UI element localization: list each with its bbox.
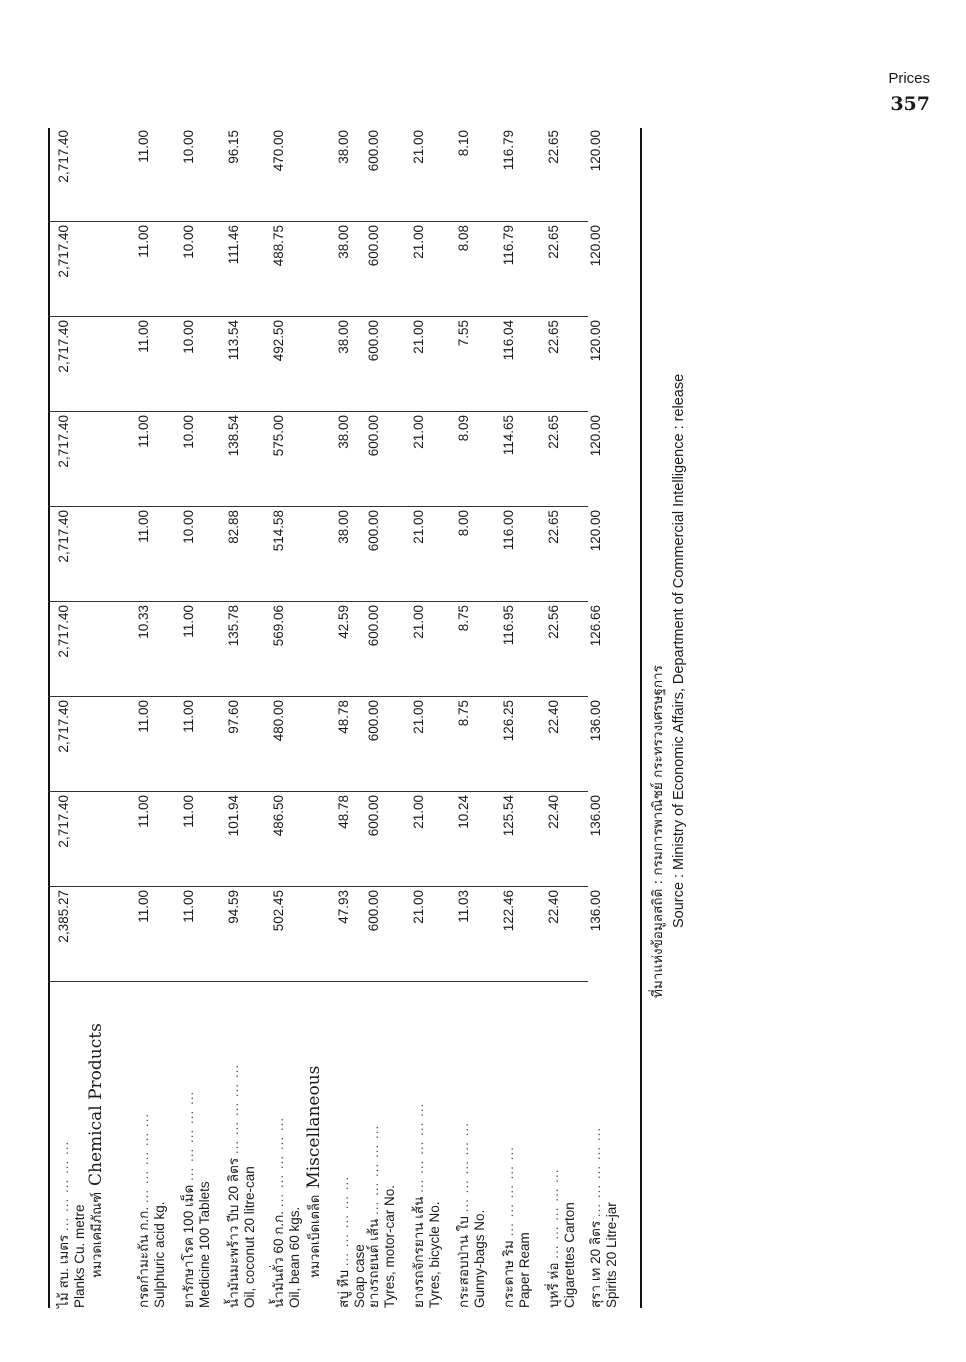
category-thai: หมวดเบ็ดเตล็ด	[308, 1194, 323, 1278]
price-cell: 470.00	[271, 130, 286, 172]
price-cell: 11.00	[136, 890, 151, 923]
column-rule	[48, 221, 588, 222]
price-cell: 135.78	[226, 605, 241, 647]
price-cell: 2,717.40	[56, 415, 71, 468]
price-cell: 22.65	[546, 320, 561, 354]
price-cell: 575.00	[271, 415, 286, 457]
item-label-english: Medicine 100 Tablets	[197, 1181, 212, 1308]
price-cell: 22.40	[546, 795, 561, 829]
price-cell: 2,717.40	[56, 225, 71, 278]
price-cell: 2,717.40	[56, 320, 71, 373]
leader-dots: ... ... ... ... ...	[181, 1090, 196, 1182]
rotated-price-table	[48, 128, 688, 1308]
item-label-thai: สบู่ หีบ ... ... ... ... ...	[336, 1175, 351, 1308]
price-cell: 116.04	[501, 320, 516, 361]
price-cell: 21.00	[411, 890, 426, 924]
price-cell: 120.00	[588, 320, 603, 362]
price-cell: 101.94	[226, 795, 241, 837]
price-cell: 600.00	[366, 130, 381, 172]
column-rule	[48, 601, 588, 602]
item-label-english: Tyres, bicycle No.	[427, 1201, 442, 1308]
source-thai: ที่มาแห่งข้อมูลสถิติ : กรมการพาณิชย์ กระทรวงเศรษฐการ	[650, 665, 666, 998]
price-cell: 22.40	[546, 700, 561, 734]
item-label-thai: กระสอบป่าน ใบ ... ... ... ... ...	[456, 1122, 471, 1308]
price-cell: 116.79	[501, 130, 516, 171]
price-cell: 2,717.40	[56, 795, 71, 848]
price-cell: 2,717.40	[56, 130, 71, 183]
price-cell: 113.54	[226, 320, 241, 361]
price-cell: 22.65	[546, 415, 561, 449]
price-cell: 125.54	[501, 795, 516, 837]
price-cell: 600.00	[366, 605, 381, 647]
price-cell: 38.00	[336, 130, 351, 164]
source-note	[648, 138, 690, 998]
price-cell: 38.00	[336, 510, 351, 544]
price-cell: 514.58	[271, 510, 286, 552]
price-cell: 600.00	[366, 700, 381, 742]
price-cell: 11.00	[136, 510, 151, 543]
price-cell: 7.55	[456, 320, 471, 347]
item-label-english: Tyres, motor-car No.	[382, 1184, 397, 1308]
item-label-english: Planks Cu. metre	[72, 1204, 87, 1308]
price-cell: 120.00	[588, 510, 603, 552]
running-head: Prices	[888, 70, 930, 87]
price-cell: 569.06	[271, 605, 286, 647]
category-heading	[306, 948, 324, 1278]
price-cell: 10.24	[456, 795, 471, 829]
price-cell: 11.00	[181, 605, 196, 638]
column-rule	[48, 886, 588, 887]
item-label-english: Oil, coconut 20 litre-can	[242, 1166, 257, 1308]
price-cell: 486.50	[271, 795, 286, 837]
leader-dots: ... ... ... ... ...	[271, 1116, 286, 1208]
price-cell: 116.79	[501, 225, 516, 266]
price-cell: 94.59	[226, 890, 241, 924]
leader-dots: ... ... ... ... ...	[411, 1102, 426, 1193]
price-cell: 38.00	[336, 415, 351, 449]
price-cell: 22.65	[546, 225, 561, 259]
table-top-rule	[48, 128, 50, 1308]
leader-dots: ... ... ... ... ...	[136, 1112, 151, 1204]
price-cell: 21.00	[411, 225, 426, 259]
category-thai: หมวดเคมีภัณฑ์	[90, 1191, 105, 1278]
price-cell: 8.75	[456, 605, 471, 632]
column-rule	[48, 316, 588, 317]
price-cell: 120.00	[588, 225, 603, 267]
price-cell: 21.00	[411, 795, 426, 829]
price-cell: 11.00	[136, 225, 151, 258]
leader-dots: ... ... ... ... ...	[501, 1146, 516, 1237]
price-table	[48, 128, 688, 1308]
price-cell: 2,717.40	[56, 510, 71, 563]
price-cell: 21.00	[411, 510, 426, 544]
price-cell: 21.00	[411, 320, 426, 354]
price-cell: 22.40	[546, 890, 561, 924]
price-cell: 126.25	[501, 700, 516, 742]
item-label-english: Sulphuric acid kg.	[152, 1201, 167, 1308]
price-cell: 11.00	[181, 700, 196, 733]
price-cell: 11.03	[456, 890, 471, 923]
price-cell: 126.66	[588, 605, 603, 647]
price-cell: 122.46	[501, 890, 516, 932]
item-label-thai: บุหรี่ ห่อ ... ... ... ... ...	[546, 1168, 561, 1308]
price-cell: 600.00	[366, 225, 381, 267]
price-cell: 22.56	[546, 605, 561, 639]
price-cell: 8.00	[456, 510, 471, 537]
price-cell: 120.00	[588, 415, 603, 457]
price-cell: 111.46	[226, 225, 241, 265]
item-label-english: Spirits 20 Litre-jar	[604, 1202, 619, 1308]
price-cell: 136.00	[588, 890, 603, 932]
price-cell: 600.00	[366, 890, 381, 932]
category-english: Miscellaneous	[304, 1065, 324, 1189]
column-rule	[48, 791, 588, 792]
price-cell: 82.88	[226, 510, 241, 544]
item-label-english: Oil, bean 60 kgs.	[287, 1206, 302, 1308]
price-cell: 22.65	[546, 510, 561, 544]
price-cell: 8.08	[456, 225, 471, 252]
price-cell: 492.50	[271, 320, 286, 362]
leader-dots: ... ... ... ... ...	[588, 1126, 603, 1218]
price-cell: 600.00	[366, 510, 381, 552]
price-cell: 22.65	[546, 130, 561, 164]
price-cell: 8.75	[456, 700, 471, 727]
item-label-english: Soap case	[352, 1244, 367, 1308]
price-cell: 10.00	[181, 130, 196, 164]
price-cell: 11.00	[136, 700, 151, 733]
item-label-thai: กระดาษ ริม ... ... ... ... ...	[501, 1146, 516, 1308]
price-cell: 8.10	[456, 130, 471, 157]
price-cell: 42.59	[336, 605, 351, 639]
price-cell: 600.00	[366, 795, 381, 837]
price-cell: 8.09	[456, 415, 471, 442]
item-label-thai: ยางรถยนต์ เส้น ... ... ... ... ...	[366, 1124, 381, 1308]
price-cell: 600.00	[366, 415, 381, 457]
price-cell: 10.33	[136, 605, 151, 639]
item-label-english: Cigarettes Carton	[562, 1202, 577, 1308]
price-cell: 116.00	[501, 510, 516, 551]
price-cell: 21.00	[411, 130, 426, 164]
item-label-thai: ยารักษาโรค 100 เม็ด ... ... ... ... ...	[181, 1090, 196, 1308]
item-label-thai: สุรา เท 20 ลิตร ... ... ... ... ...	[588, 1126, 603, 1308]
price-cell: 97.60	[226, 700, 241, 734]
price-cell: 488.75	[271, 225, 286, 267]
item-label-thai: ไม้ สบ. เมตร ... ... ... ... ...	[56, 1140, 71, 1308]
price-cell: 480.00	[271, 700, 286, 742]
price-cell: 11.00	[136, 795, 151, 828]
price-cell: 11.00	[136, 415, 151, 448]
page-header	[888, 70, 930, 115]
price-cell: 10.00	[181, 415, 196, 449]
item-label-thai: น้ำมันมะพร้าว ปีบ 20 ลิตร ... ... ... ... ...	[226, 1063, 241, 1308]
price-cell: 47.93	[336, 890, 351, 924]
price-cell: 136.00	[588, 795, 603, 837]
table-bottom-rule	[640, 128, 642, 1308]
price-cell: 2,717.40	[56, 700, 71, 753]
price-cell: 48.78	[336, 700, 351, 734]
item-label-english: Paper Ream	[517, 1232, 532, 1308]
page-number: 357	[890, 93, 930, 115]
leader-dots: ... ... ... ... ...	[56, 1140, 71, 1231]
price-cell: 38.00	[336, 225, 351, 259]
leader-dots: ... ... ... ... ...	[226, 1063, 241, 1155]
price-cell: 600.00	[366, 320, 381, 362]
leader-dots: ... ... ... ... ...	[456, 1122, 471, 1213]
item-label-thai: กรดกำมะถัน ก.ก. ... ... ... ... ...	[136, 1112, 151, 1308]
leader-dots: ... ... ... ... ...	[366, 1124, 381, 1215]
price-cell: 11.00	[136, 320, 151, 353]
price-cell: 21.00	[411, 415, 426, 449]
price-cell: 502.45	[271, 890, 286, 932]
source-english: Source : Ministry of Economic Affairs, Department of Commercial Intelligence : release	[671, 373, 687, 928]
leader-dots: ... ... ... ... ...	[546, 1168, 561, 1259]
price-cell: 116.95	[501, 605, 516, 646]
price-cell: 2,385.27	[56, 890, 71, 943]
price-cell: 10.00	[181, 510, 196, 544]
price-cell: 11.00	[136, 130, 151, 163]
price-cell: 2,717.40	[56, 605, 71, 658]
price-cell: 120.00	[588, 130, 603, 172]
price-cell: 136.00	[588, 700, 603, 742]
column-rule	[48, 696, 588, 697]
price-cell: 11.00	[181, 795, 196, 828]
category-english: Chemical Products	[86, 1023, 106, 1186]
price-cell: 48.78	[336, 795, 351, 829]
column-rule	[48, 411, 588, 412]
item-label-english: Gunny-bags No.	[472, 1209, 487, 1308]
leader-dots: ... ... ... ... ...	[336, 1175, 351, 1267]
price-cell: 38.00	[336, 320, 351, 354]
price-cell: 21.00	[411, 605, 426, 639]
price-cell: 96.15	[226, 130, 241, 164]
price-cell: 138.54	[226, 415, 241, 457]
category-heading	[88, 948, 106, 1278]
price-cell: 114.65	[501, 415, 516, 456]
column-rule	[48, 506, 588, 507]
item-label-thai: น้ำมันถั่ว 60 ก.ก. ... ... ... ... ...	[271, 1116, 286, 1308]
price-cell: 10.00	[181, 225, 196, 259]
price-cell: 10.00	[181, 320, 196, 354]
price-cell: 21.00	[411, 700, 426, 734]
item-label-thai: ยางรถจักรยาน เส้น ... ... ... ... ...	[411, 1102, 426, 1308]
price-cell: 11.00	[181, 890, 196, 923]
